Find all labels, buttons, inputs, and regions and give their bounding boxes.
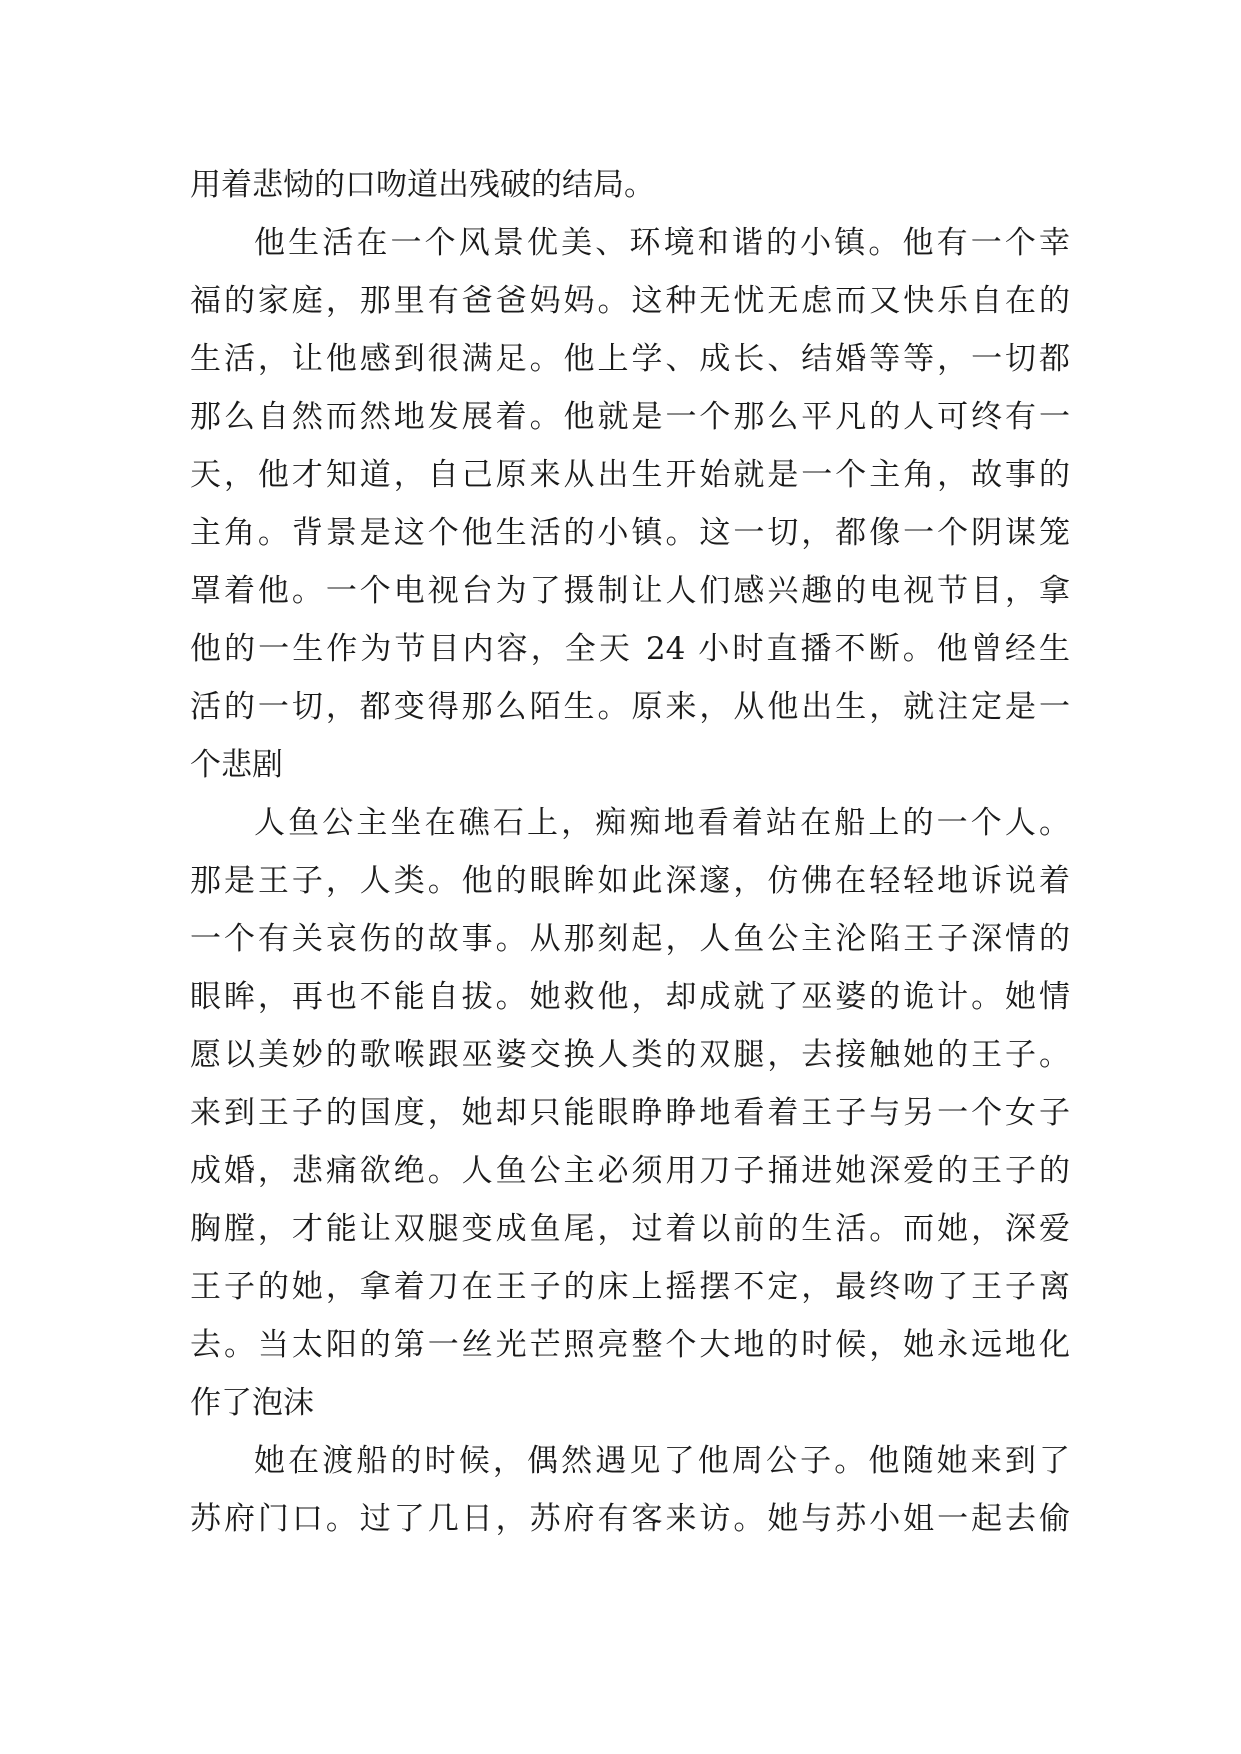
text-line: 眼眸，再也不能自拔。她救他，却成就了巫婆的诡计。她情: [190, 979, 1070, 1015]
text-line: 愿以美妙的歌喉跟巫婆交换人类的双腿，去接触她的王子。: [190, 1037, 1070, 1073]
text-line: 主角。背景是这个他生活的小镇。这一切，都像一个阴谋笼: [190, 515, 1070, 551]
text-line: 胸膛，才能让双腿变成鱼尾，过着以前的生活。而她，深爱: [190, 1211, 1070, 1247]
text-line: 生活，让他感到很满足。他上学、成长、结婚等等，一切都: [190, 341, 1070, 377]
body-text: [190, 156, 1070, 1548]
text-line: 罩着他。一个电视台为了摄制让人们感兴趣的电视节目，拿: [190, 573, 1070, 609]
text-line: 来到王子的国度，她却只能眼睁睁地看着王子与另一个女子: [190, 1095, 1070, 1131]
text-line: 天，他才知道，自己原来从出生开始就是一个主角，故事的: [190, 457, 1070, 493]
text-line: 苏府门口。过了几日，苏府有客来访。她与苏小姐一起去偷: [190, 1501, 1070, 1537]
text-line: 他的一生作为节目内容，全天 24 小时直播不断。他曾经生: [190, 631, 1070, 667]
text-line: 那么自然而然地发展着。他就是一个那么平凡的人可终有一: [190, 399, 1070, 435]
text-line: 成婚，悲痛欲绝。人鱼公主必须用刀子捅进她深爱的王子的: [190, 1153, 1070, 1189]
text-line: 用着悲恸的口吻道出残破的结局。: [190, 167, 655, 203]
paragraph-start-line: 他生活在一个风景优美、环境和谐的小镇。他有一个幸: [254, 225, 1070, 261]
text-line: 一个有关哀伤的故事。从那刻起，人鱼公主沦陷王子深情的: [190, 921, 1070, 957]
paragraph-start-line: 人鱼公主坐在礁石上，痴痴地看着站在船上的一个人。: [254, 805, 1070, 841]
text-line: 福的家庭，那里有爸爸妈妈。这种无忧无虑而又快乐自在的: [190, 283, 1070, 319]
text-line: 个悲剧: [190, 747, 283, 783]
text-line: 那是王子，人类。他的眼眸如此深邃，仿佛在轻轻地诉说着: [190, 863, 1070, 899]
text-line: 王子的她，拿着刀在王子的床上摇摆不定，最终吻了王子离: [190, 1269, 1070, 1305]
text-line: 去。当太阳的第一丝光芒照亮整个大地的时候，她永远地化: [190, 1327, 1070, 1363]
paragraph-start-line: 她在渡船的时候，偶然遇见了他周公子。他随她来到了: [254, 1443, 1070, 1479]
text-line: 作了泡沫: [190, 1385, 314, 1421]
text-line: 活的一切，都变得那么陌生。原来，从他出生，就注定是一: [190, 689, 1070, 725]
